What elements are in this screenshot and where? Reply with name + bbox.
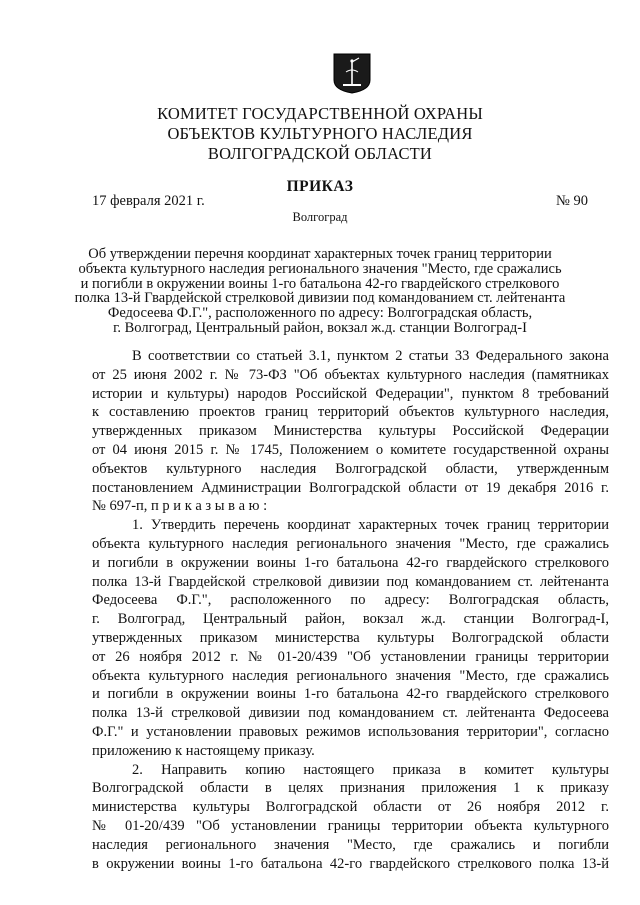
- committee-name-line-1: КОМИТЕТ ГОСУДАРСТВЕННОЙ ОХРАНЫ: [157, 104, 483, 123]
- body-line: № 01-20/439 "Об установлении границы территории объекта культурного: [92, 817, 609, 834]
- subject-line: Федосеева Ф.Г.", расположенного по адресу: Волгоградская область,: [107, 305, 533, 322]
- order-date: 17 февраля 2021 г.: [92, 193, 205, 209]
- order-subject: [60, 247, 580, 336]
- body-line: истории и культуры) народов Российской Федерации", пунктом 8 требований: [92, 385, 609, 402]
- order-body: [92, 347, 609, 873]
- body-line: 1. Утвердить перечень координат характерных точек границ территории: [132, 517, 609, 534]
- body-line: объекта культурного наследия регионального значения "Место, где сражались: [92, 535, 609, 552]
- subject-line: г. Волгоград, Центральный район, вокзал ж.д. станции Волгоград-I: [113, 319, 527, 336]
- body-line: министерства культуры Волгоградской области от 26 ноября 2012 г.: [92, 799, 609, 816]
- body-line: к составлению проектов границ территорий объектов культурного наследия,: [92, 404, 609, 421]
- coat-of-arms-emblem: [332, 52, 372, 94]
- body-line: утвержденных приказом Министерства культуры Российской Федерации: [92, 423, 609, 440]
- body-line: В соответствии со статьей 3.1, пунктом 2 статьи 33 Федерального закона: [132, 348, 609, 364]
- body-line: приложению к настоящему приказу.: [92, 742, 315, 759]
- body-line: г. Волгоград, Центральный район, вокзал ж.д. станции Волгоград-I,: [92, 611, 609, 628]
- body-line: Волгоградской области в целях признания приложения 1 к приказу: [92, 780, 609, 797]
- body-line: Федосеева Ф.Г.", расположенного по адресу: Волгоградская область,: [92, 592, 609, 609]
- body-line: полка 13-й Гвардейской стрелковой дивизии под командованием ст. лейтенанта: [92, 573, 609, 590]
- subject-line: полка 13-й Гвардейской стрелковой дивизии под командованием ст. лейтенанта: [74, 290, 566, 307]
- body-line: утвержденных приказом министерства культуры Волгоградской области: [92, 629, 609, 646]
- body-line: от 04 июня 2015 г. № 1745, Положением о комитете государственной охраны: [92, 441, 609, 458]
- body-line: и погибли в окружении воины 1-го батальона 42-го гвардейского стрелкового: [92, 554, 609, 571]
- order-number: № 90: [556, 193, 588, 209]
- body-line: 2. Направить копию настоящего приказа в комитет культуры: [132, 761, 609, 778]
- body-line: от 26 ноября 2012 г. № 01-20/439 "Об установлении границы территории: [92, 648, 609, 665]
- subject-line: и погибли в окружении воины 1-го батальона 42-го гвардейского стрелкового: [80, 275, 560, 292]
- body-line: в окружении воины 1-го батальона 42-го гвардейского стрелкового полка 13-й: [92, 855, 609, 872]
- committee-name-line-3: ВОЛГОГРАДСКОЙ ОБЛАСТИ: [207, 144, 433, 163]
- body-line: полка 13-й стрелковой дивизии под командованием ст. лейтенанта Федосеева: [92, 705, 609, 722]
- body-line: № 697-п, п р и к а з ы в а ю :: [92, 498, 268, 515]
- committee-name-line-2: ОБЪЕКТОВ КУЛЬТУРНОГО НАСЛЕДИЯ: [167, 124, 473, 143]
- subject-line: Об утверждении перечня координат характерных точек границ территории: [88, 246, 552, 262]
- body-line: наследия регионального значения "Место, где сражались и погибли: [92, 836, 609, 853]
- order-city: Волгоград: [292, 210, 348, 224]
- body-line: объектов культурного наследия Волгоградской области, утвержденным: [92, 460, 609, 477]
- body-line: постановлением Администрации Волгоградской области от 19 декабря 2016 г.: [92, 479, 609, 496]
- order-title: ПРИКАЗ: [286, 178, 354, 195]
- body-line: объекта культурного наследия регионального значения "Место, где сражались: [92, 667, 609, 684]
- body-line: от 25 июня 2002 г. № 73-ФЗ "Об объектах культурного наследия (памятниках: [92, 366, 609, 383]
- body-line: и погибли в окружении воины 1-го батальона 42-го гвардейского стрелкового: [92, 686, 609, 703]
- body-line: Ф.Г." и установлении правовых режимов использования территории", согласно: [92, 723, 609, 740]
- subject-line: объекта культурного наследия регионального значения "Место, где сражались: [78, 260, 562, 277]
